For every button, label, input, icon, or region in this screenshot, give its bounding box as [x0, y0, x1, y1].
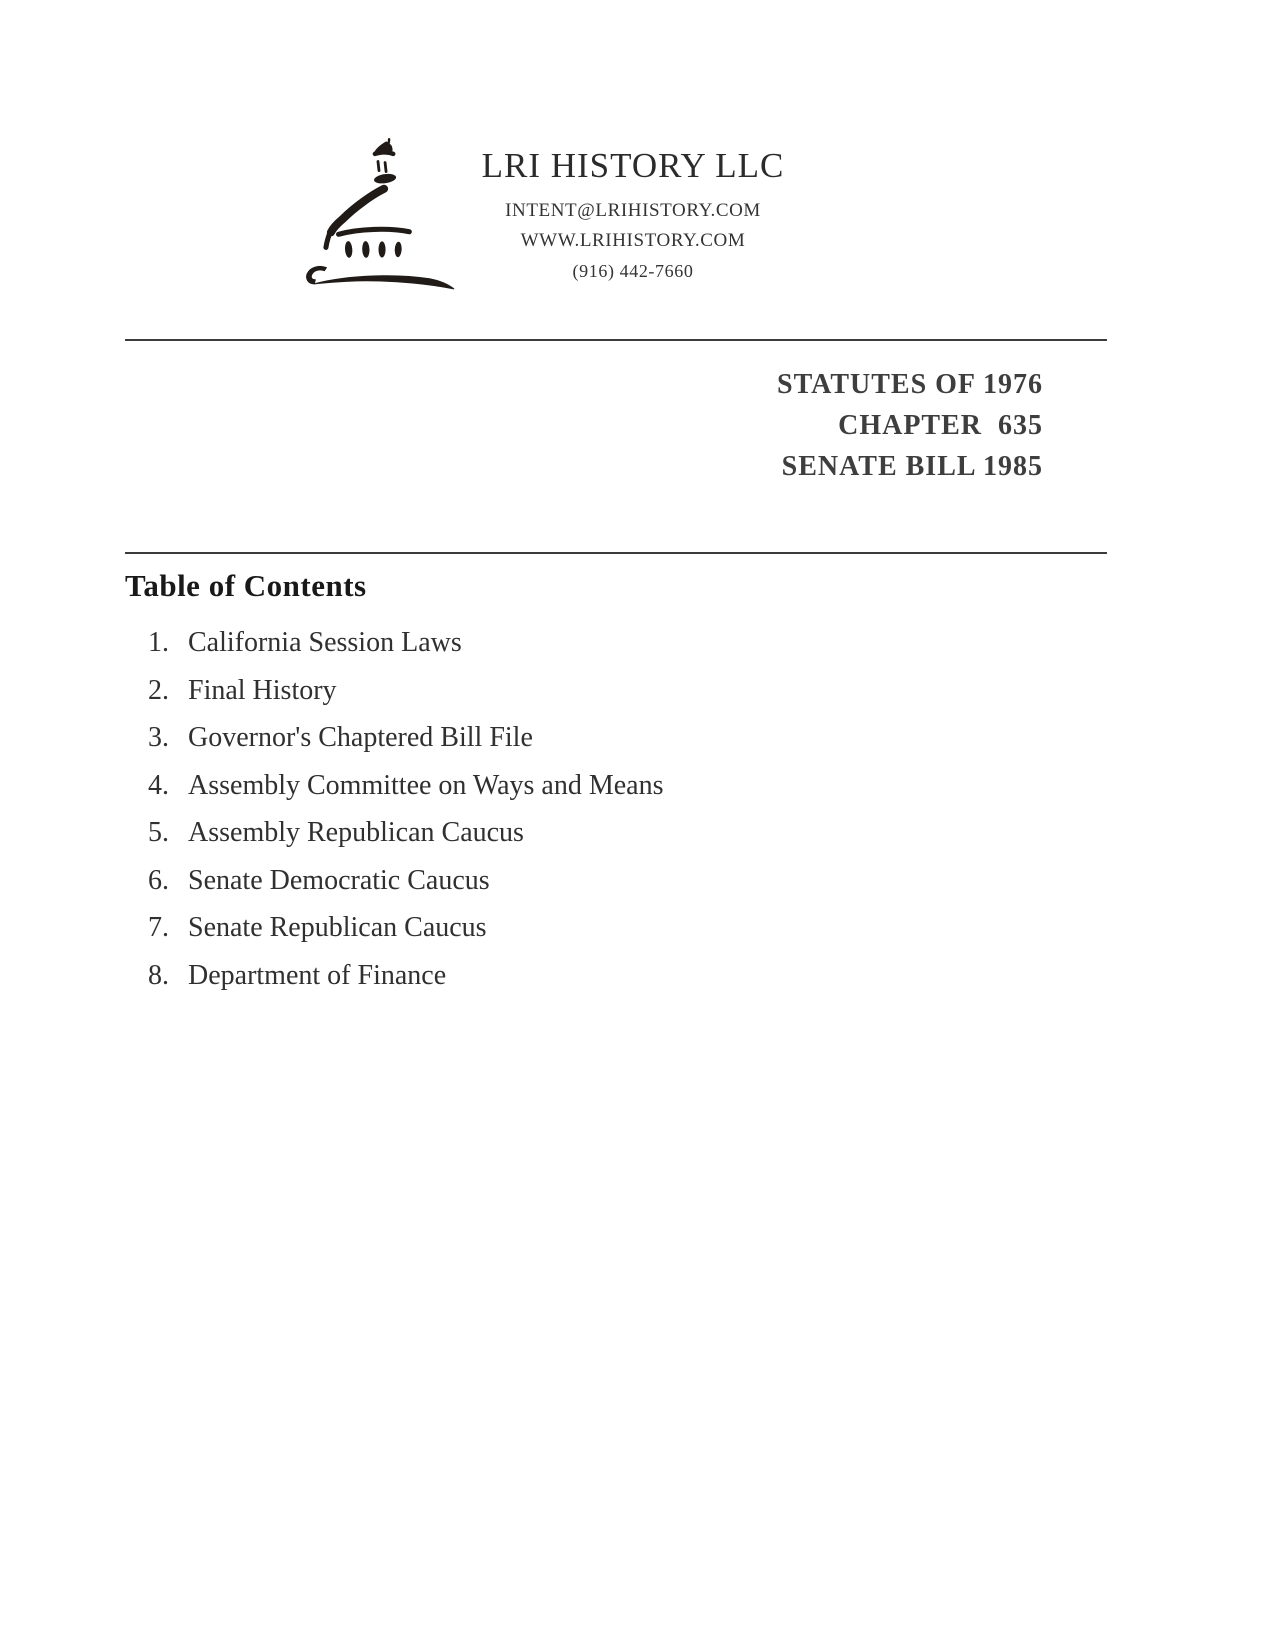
- toc-item-number: 3.: [148, 722, 169, 753]
- toc-item-number: 6.: [148, 864, 169, 896]
- letterhead: [458, 146, 808, 286]
- toc-item: [148, 771, 948, 800]
- toc-item-number: 4.: [148, 769, 169, 801]
- toc-title: Table of Contents: [125, 568, 367, 603]
- company-website: WWW.LRIHISTORY.COM: [520, 230, 746, 251]
- senate-bill-line: SENATE BILL 1985: [781, 451, 1043, 482]
- toc-item-label: Assembly Republican Caucus: [188, 817, 524, 848]
- toc-item-number: 5.: [148, 817, 169, 848]
- toc-item-number: 8.: [148, 959, 169, 991]
- toc-item-label: Department of Finance: [188, 959, 447, 991]
- toc-item: [148, 676, 948, 705]
- toc-item-label: California Session Laws: [188, 627, 462, 658]
- chapter-line: CHAPTER 635: [838, 410, 1043, 441]
- toc-item-label: Governor's Chaptered Bill File: [188, 722, 533, 753]
- toc-item-number: 1.: [148, 627, 169, 658]
- toc-item-label: Senate Democratic Caucus: [188, 864, 490, 896]
- divider-bottom: [125, 552, 1107, 554]
- divider-top: [125, 339, 1107, 341]
- toc-item: [148, 913, 948, 942]
- toc-item: [148, 723, 948, 752]
- company-email: INTENT@LRIHISTORY.COM: [505, 200, 761, 221]
- statutes-line: STATUTES OF 1976: [777, 369, 1043, 400]
- capitol-dome-icon: [288, 118, 470, 300]
- toc-item-label: Final History: [188, 674, 337, 706]
- toc-item-number: 2.: [148, 674, 169, 706]
- company-phone: (916) 442-7660: [572, 261, 694, 281]
- bill-reference: [777, 364, 1043, 487]
- toc-list: [148, 628, 948, 1008]
- toc-item-label: Senate Republican Caucus: [188, 912, 487, 943]
- company-name: LRI HISTORY LLC: [481, 146, 785, 185]
- toc-item: [148, 818, 948, 847]
- toc-item: [148, 628, 948, 657]
- toc-item: [148, 866, 948, 895]
- toc-item: [148, 961, 948, 990]
- toc-item-label: Assembly Committee on Ways and Means: [188, 769, 664, 801]
- toc-item-number: 7.: [148, 912, 169, 943]
